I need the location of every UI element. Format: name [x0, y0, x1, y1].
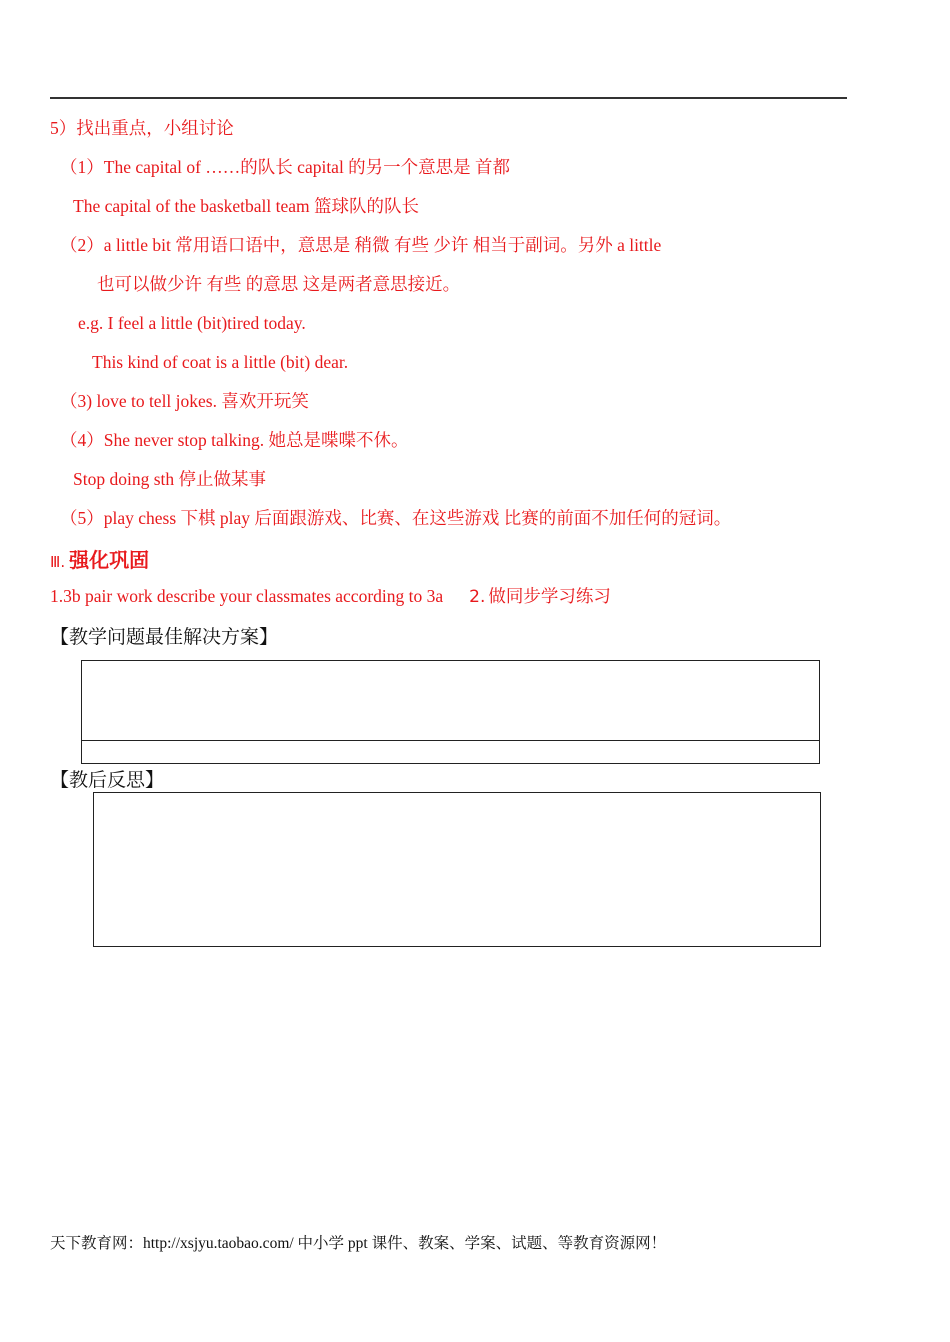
task-2-number: 2. — [469, 587, 486, 607]
point-3: （3) love to tell jokes. 喜欢开玩笑 — [60, 391, 309, 411]
section-3-tasks — [50, 584, 611, 609]
point-4-line-b: Stop doing sth 停止做某事 — [73, 469, 267, 489]
point-5: （5）play chess 下棋 play 后面跟游戏、比赛、在这些游戏 比赛的前面不加任何的冠词。 — [60, 508, 732, 528]
reflection-box — [93, 792, 821, 947]
section-3-title: 强化巩固 — [69, 548, 150, 572]
task-1: 1.3b pair work describe your classmates according to 3a — [50, 586, 444, 606]
point-1-line-a: （1）The capital of ……的队长 capital 的另一个意思是 首都 — [60, 157, 511, 177]
point-1-line-b: The capital of the basketball team 篮球队的队长 — [73, 196, 420, 216]
footer-text: 天下教育网：http://xsjyu.taobao.com/ 中小学 ppt 课件、教案、学案、试题、等教育资源网！ — [50, 1235, 667, 1252]
step5-title: 5）找出重点，小组讨论 — [50, 118, 234, 138]
solution-box — [81, 660, 820, 764]
example-2: This kind of coat is a little (bit) dear. — [92, 352, 349, 372]
point-2-line-b: 也可以做少许 有些 的意思 这是两者意思接近。 — [97, 274, 461, 294]
reflection-heading: 【教后反思】 — [50, 769, 165, 791]
task-2-text: 做同步学习练习 — [488, 586, 611, 606]
solution-box-divider — [81, 740, 820, 741]
solution-heading: 【教学问题最佳解决方案】 — [50, 626, 279, 648]
section-3-numeral: Ⅲ. — [50, 553, 66, 571]
section-3-heading — [50, 544, 149, 573]
point-2-line-a: （2）a little bit 常用语口语中，意思是 稍微 有些 少许 相当于副词。另外 a little — [60, 235, 662, 255]
point-4: （4）She never stop talking. 她总是喋喋不休。 — [60, 430, 409, 450]
example-1: e.g. I feel a little (bit)tired today. — [78, 313, 306, 333]
header-rule — [50, 97, 847, 99]
